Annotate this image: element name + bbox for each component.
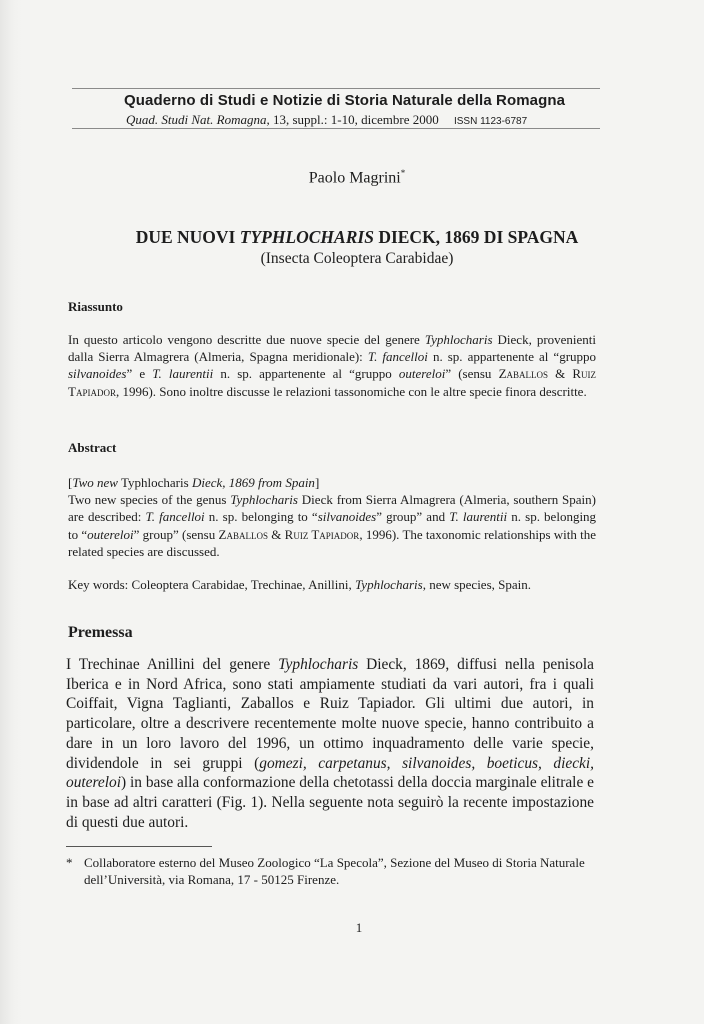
scan-edge bbox=[0, 0, 22, 1024]
title-genus: TYPHLOCHARIS bbox=[239, 227, 374, 247]
paper-title bbox=[0, 227, 704, 248]
abstract-bracket-close: ] bbox=[314, 475, 320, 490]
abstract-t4: ” group” and bbox=[376, 509, 446, 525]
riassunto-genus: Typhlocharis bbox=[424, 332, 493, 347]
citation-line bbox=[126, 112, 527, 128]
abstract-t7: , 1996). The taxonomic relationships with the related species are discussed. bbox=[68, 526, 597, 559]
riassunto-t4: ” e bbox=[126, 366, 146, 382]
issn: ISSN 1123-6787 bbox=[453, 116, 528, 127]
abstract-author2: Ruiz Tapiador bbox=[284, 526, 360, 542]
keywords bbox=[68, 576, 596, 593]
title-part2: DIECK, 1869 DI SPAGNA bbox=[378, 227, 579, 247]
keywords-t2: , new species, Spain. bbox=[422, 577, 531, 592]
abstract-group2: outereloi bbox=[87, 526, 134, 542]
abstract-author1: Zaballos bbox=[218, 526, 268, 542]
abstract-title-t1: Two new bbox=[72, 475, 118, 490]
header-top-rule bbox=[72, 88, 600, 89]
riassunto-t3: n. sp. appartenente al “gruppo bbox=[432, 349, 597, 365]
riassunto-t5: n. sp. appartenente al “gruppo bbox=[220, 366, 392, 382]
premessa-heading: Premessa bbox=[68, 624, 133, 641]
abstract-title-t3: Dieck, 1869 from Spain bbox=[191, 475, 315, 490]
premessa-text bbox=[66, 655, 594, 832]
riassunto-t2: Dieck, provenienti dalla Sierra Almagrera (Almeria, Spagna meridionale): bbox=[68, 332, 597, 365]
citation-details: 13, suppl.: 1-10, dicembre 2000 bbox=[272, 112, 439, 127]
riassunto-text bbox=[68, 331, 596, 400]
riassunto-ampersand: & bbox=[555, 366, 566, 382]
page-number: 1 bbox=[355, 920, 363, 935]
riassunto-heading: Riassunto bbox=[68, 299, 123, 314]
premessa-genus: Typhlocharis bbox=[278, 656, 359, 673]
footnote-rule bbox=[66, 846, 212, 847]
riassunto-t7: , 1996). Sono inoltre discusse le relazioni tassonomiche con le altre specie finora descritte. bbox=[115, 383, 587, 399]
riassunto-group2: outereloi bbox=[398, 366, 446, 382]
abstract-ampersand: & bbox=[271, 526, 282, 542]
abstract-species2: T. laurentii bbox=[449, 509, 508, 525]
abstract-t1: Two new species of the genus bbox=[68, 492, 227, 508]
abstract-heading: Abstract bbox=[68, 440, 117, 455]
abstract-t5: n. sp. belonging to “ bbox=[68, 509, 597, 542]
footnote-mark: * bbox=[66, 855, 73, 870]
abstract-t3: n. sp. belonging to “ bbox=[208, 509, 318, 525]
abstract-bracket-open: [ bbox=[68, 475, 73, 490]
riassunto-author2: Ruiz Tapiador bbox=[68, 366, 597, 399]
premessa-groups: gomezi, carpetanus, silvanoides, boeticus, diecki, outereloi bbox=[66, 754, 594, 792]
premessa-t1: I Trechinae Anillini del genere bbox=[66, 656, 271, 673]
abstract-genus: Typhlocharis bbox=[230, 492, 298, 508]
keywords-t1: Key words: Coleoptera Carabidae, Trechinae, Anillini, bbox=[68, 577, 352, 592]
title-part1: DUE NUOVI bbox=[135, 227, 236, 247]
abstract-text bbox=[68, 474, 596, 560]
riassunto-author1: Zaballos bbox=[498, 366, 549, 382]
journal-title: Quaderno di Studi e Notizie di Storia Naturale della Romagna bbox=[124, 92, 566, 109]
author-name: Paolo Magrini bbox=[308, 169, 401, 187]
footnote-text: Collaboratore esterno del Museo Zoologico “La Specola”, Sezione del Museo di Storia Naturale dell’Università, via Romana, 17 - 50125 Firenze. bbox=[84, 855, 585, 887]
header-bottom-rule bbox=[72, 128, 600, 129]
riassunto-t1: In questo articolo vengono descritte due nuove specie del genere bbox=[68, 332, 420, 347]
riassunto-t6: ” (sensu bbox=[445, 366, 492, 382]
riassunto-species1: T. fancelloi bbox=[367, 349, 428, 365]
premessa-t3: ) in base alla conformazione della chetotassi della doccia marginale elitrale e in base ad altri caratteri (Fig. 1). Nella seguente nota seguirò la recente impostazione di questi due autori. bbox=[66, 774, 594, 831]
abstract-title-genus: Typhlocharis bbox=[121, 475, 189, 490]
author-footnote-mark: * bbox=[400, 168, 406, 178]
keywords-genus: Typhlocharis bbox=[355, 577, 423, 592]
riassunto-species2: T. laurentii bbox=[152, 366, 214, 382]
paper-subtitle: (Insecta Coleoptera Carabidae) bbox=[260, 250, 454, 267]
premessa-t2: Dieck, 1869, diffusi nella penisola Iberica e in Nord Africa, sono stati ampiamente studiati da vari autori, fra i quali Coiffait, Vigna Taglianti, Zaballos e Ruiz Tapiador. Gli ultimi due autori, in particolare, oltre a descrivere recentemente molte nuove specie, hanno contribuito a dare in un loro lavoro del 1996, un ottimo inquadramento delle varie specie, dividendole in sei gruppi ( bbox=[66, 656, 594, 772]
author bbox=[0, 168, 704, 187]
citation-abbrev: Quad. Studi Nat. Romagna, bbox=[126, 112, 270, 127]
abstract-species1: T. fancelloi bbox=[145, 509, 205, 525]
abstract-group1: silvanoides bbox=[317, 509, 377, 525]
footnote bbox=[66, 855, 596, 888]
abstract-t2: Dieck from Sierra Almagrera (Almeria, southern Spain) are described: bbox=[68, 492, 596, 525]
abstract-t6: ” group” (sensu bbox=[133, 526, 216, 542]
abstract-title-line bbox=[68, 474, 596, 491]
riassunto-group1: silvanoides bbox=[68, 366, 127, 382]
